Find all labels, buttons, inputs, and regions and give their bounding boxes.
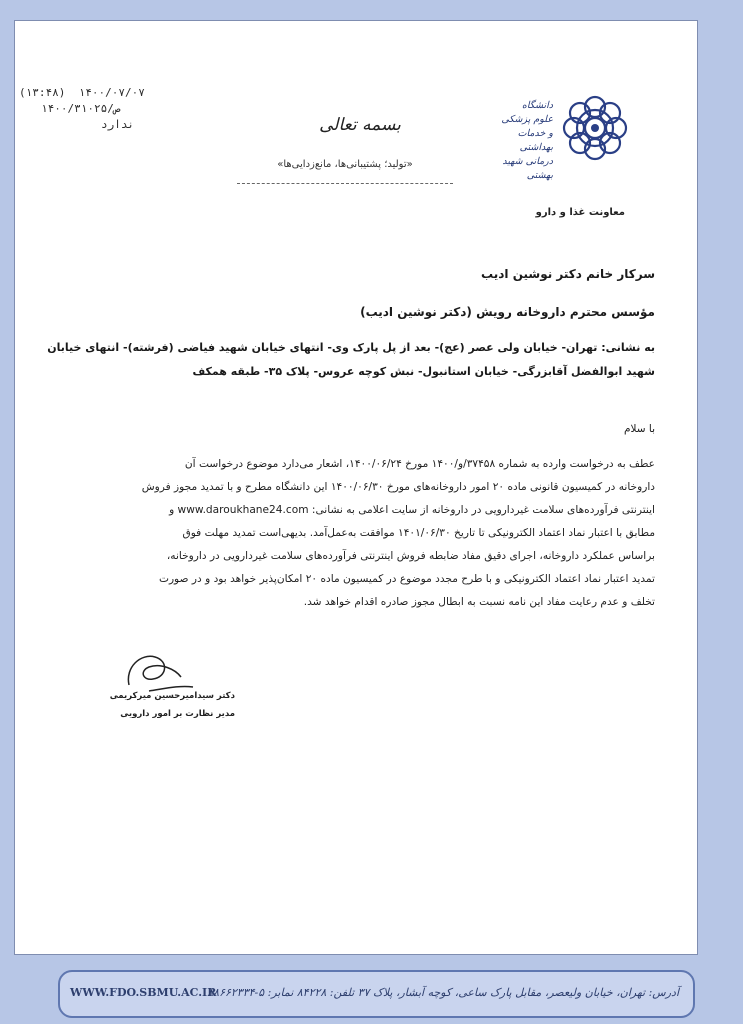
body-line: داروخانه در کمیسیون قانونی ماده ۲۰ امور داروخانه‌های مورخ ۱۴۰۰/۰۶/۳۰ این دانشگاه مطرح و با تمدید مجوز فروش <box>141 481 655 493</box>
recipient-address-line-2: شهید ابوالفضل آقابزرگی- خیابان استانبول- نبش کوچه عروس- پلاک ۳۵- طبقه همکف <box>192 365 655 378</box>
greeting: با سلام <box>623 423 655 435</box>
footer-band <box>58 970 695 1018</box>
ref-time: (۱۳:۴۸) <box>19 86 66 99</box>
recipient-address-line-1: به نشانی: تهران- خیابان ولی عصر (عج)- بعد از پل پارک وی- انتهای خیابان شهید فیاضی (فرشته)- انتهای خیابان <box>47 341 655 354</box>
slogan-underline <box>237 183 453 184</box>
body-line: تخلف و عدم رعایت مفاد این نامه نسبت به ابطال مجوز صادره اقدام خواهد شد. <box>303 596 655 608</box>
ref-attachment: ندارد <box>101 118 135 131</box>
signature-scribble-icon <box>119 647 199 697</box>
letter-body <box>45 453 655 614</box>
footer-address: آدرس: تهران، خیابان ولیعصر، مقابل پارک ساعی، کوچه آبشار، پلاک ۳۷ تلفن: ۸۴۲۲۸ نمابر: ۵-۸۸۶۶۲۳۳۴ <box>207 986 679 999</box>
signatory-name: دکتر سیدامیرحسین میرکریمی <box>109 691 235 701</box>
body-line: اینترنتی فرآورده‌های سلامت غیردارویی در داروخانه از سایت اعلامی به نشانی: www.daroukhane24.com و <box>169 504 655 516</box>
body-line: تمدید اعتبار نماد اعتماد الکترونیکی و با طرح مجدد موضوع در کمیسیون ماده ۲۰ امکان‌پذیر خواهد بود و در صورت <box>158 573 655 585</box>
university-name: دانشگاه علوم پزشکی و خدمات بهداشتی درمانی شهید بهشتی <box>501 100 553 181</box>
body-line: مطابق با اعتبار نماد اعتماد الکترونیکی تا تاریخ ۱۴۰۱/۰۶/۳۰ موافقت به‌عمل‌آمد. بدیهی‌است تمدید مهلت فوق <box>182 527 655 539</box>
handwritten-signature <box>119 647 199 697</box>
recipient-name: سرکار خانم دکتر نوشین ادیب <box>481 267 655 281</box>
body-line: براساس عملکرد داروخانه، اجرای دقیق مفاد ضابطه فروش اینترنتی فرآورده‌های سلامت غیردارویی در داروخانه، <box>166 550 655 562</box>
signatory-title: مدیر نظارت بر امور دارویی <box>120 709 235 719</box>
recipient-organization: مؤسس محترم داروخانه رویش (دکتر نوشین ادیب) <box>360 305 655 319</box>
slogan: «تولید؛ پشتیبانی‌ها، مانع‌زدایی‌ها» <box>277 159 413 170</box>
footer-website: WWW.FDO.SBMU.AC.IR <box>70 986 217 999</box>
reference-block <box>19 85 149 133</box>
rosette-emblem-icon <box>555 87 635 169</box>
ref-date-row <box>19 85 149 101</box>
deputy-name: معاونت غذا و دارو <box>535 207 625 218</box>
university-logo <box>555 87 635 169</box>
bismillah: بسمه تعالی <box>319 115 401 135</box>
body-line: عطف به درخواست وارده به شماره ۳۷۴۵۸/و/۱۴۰۰ مورخ ۱۴۰۰/۰۶/۲۴، اشعار می‌دارد موضوع درخواست آن <box>184 458 655 470</box>
letter-sheet <box>14 20 698 955</box>
ref-number: ۱۴۰۰/ص/۳۱۰۲۵ <box>41 102 121 115</box>
ref-date: ۱۴۰۰/۰۷/۰۷ <box>78 86 145 99</box>
